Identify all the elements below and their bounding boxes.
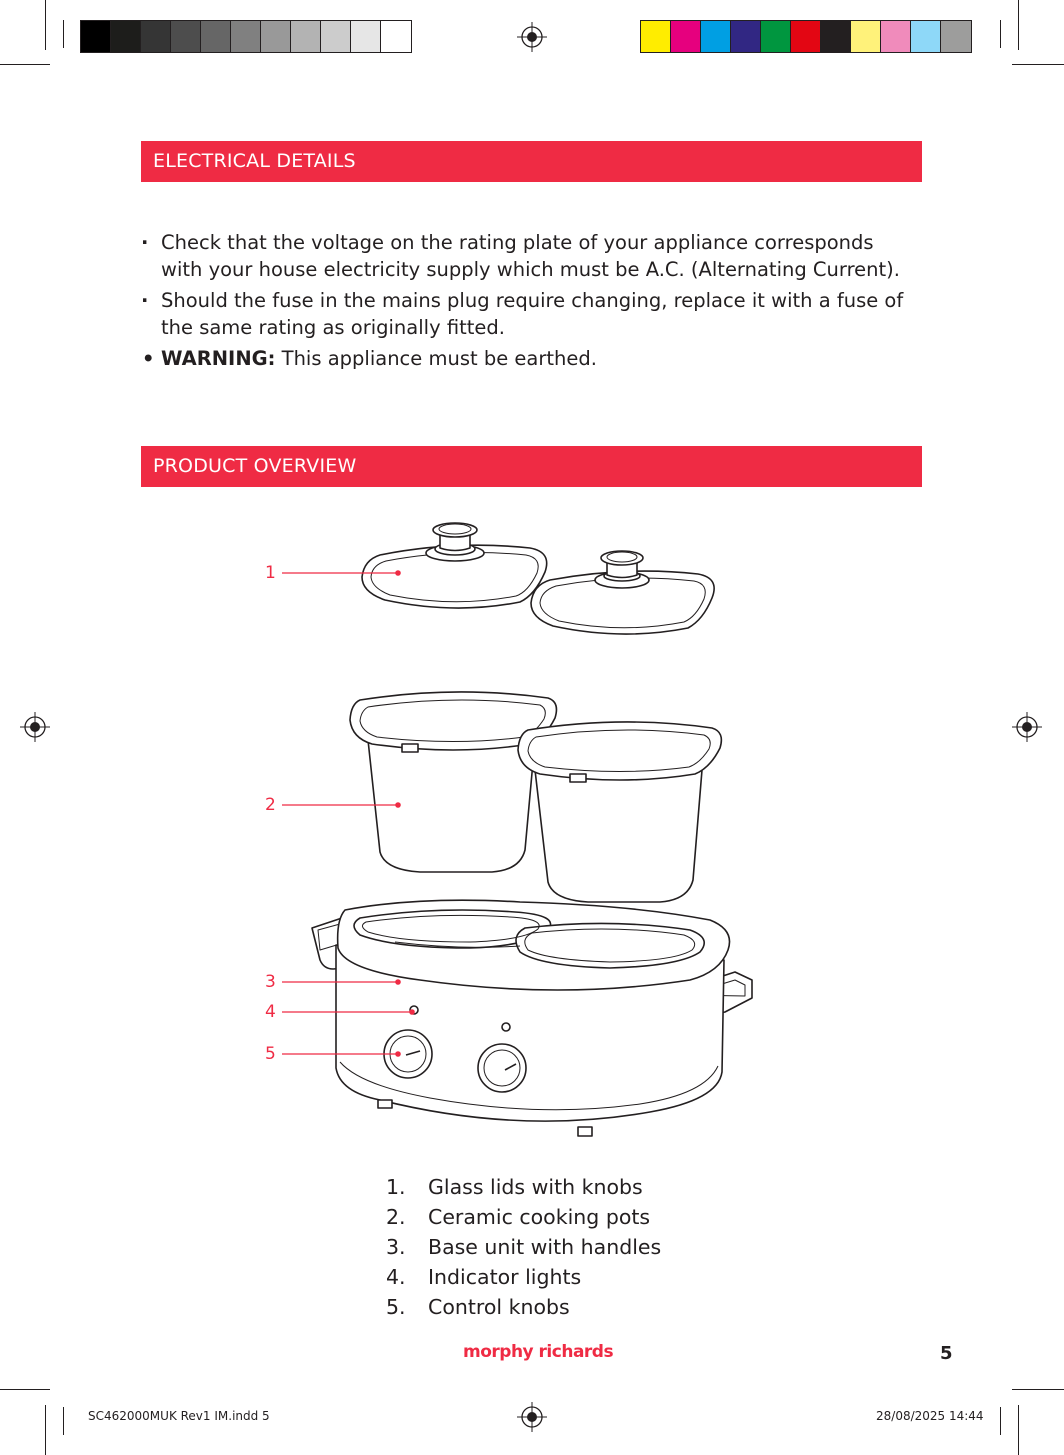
part-number: 3. bbox=[386, 1235, 406, 1259]
color-swatch bbox=[851, 21, 881, 52]
crop-mark bbox=[1000, 1407, 1001, 1435]
color-swatch bbox=[81, 21, 111, 52]
product-overview-heading: PRODUCT OVERVIEW bbox=[141, 446, 922, 487]
registration-mark-icon bbox=[517, 1402, 547, 1432]
part-label: Base unit with handles bbox=[428, 1235, 662, 1259]
part-number: 1. bbox=[386, 1175, 406, 1199]
crop-mark bbox=[1012, 64, 1064, 65]
part-number: 2. bbox=[386, 1205, 406, 1229]
brand-logo: morphy richards bbox=[463, 1342, 614, 1362]
page-number: 5 bbox=[940, 1343, 953, 1364]
color-swatch bbox=[321, 21, 351, 52]
part-label: Glass lids with knobs bbox=[428, 1175, 643, 1199]
color-swatch bbox=[941, 21, 971, 52]
crop-mark bbox=[0, 1389, 50, 1390]
base-unit bbox=[312, 900, 752, 1136]
color-swatch bbox=[791, 21, 821, 52]
process-color-bar bbox=[640, 20, 972, 53]
crop-mark bbox=[0, 64, 50, 65]
slug-timestamp: 28/08/2025 14:44 bbox=[876, 1409, 984, 1423]
crop-mark bbox=[45, 1405, 46, 1455]
list-item bbox=[386, 1232, 661, 1262]
color-swatch bbox=[351, 21, 381, 52]
callout-number: 1 bbox=[265, 563, 276, 583]
color-swatch bbox=[261, 21, 291, 52]
color-swatch bbox=[881, 21, 911, 52]
color-swatch bbox=[171, 21, 201, 52]
crop-mark bbox=[1000, 20, 1001, 48]
callout-number: 2 bbox=[265, 795, 276, 815]
part-number: 4. bbox=[386, 1265, 406, 1289]
color-swatch bbox=[911, 21, 941, 52]
color-swatch bbox=[141, 21, 171, 52]
part-label: Indicator lights bbox=[428, 1265, 582, 1289]
color-swatch bbox=[201, 21, 231, 52]
ceramic-pot-left bbox=[350, 692, 556, 872]
list-item bbox=[386, 1292, 661, 1322]
ceramic-pot-right bbox=[518, 722, 721, 902]
list-item: · Should the fuse in the mains plug require changing, replace it with a fuse of the same rating as originally fitted. bbox=[141, 287, 921, 341]
parts-list bbox=[386, 1172, 661, 1322]
list-item bbox=[386, 1202, 661, 1232]
part-label: Ceramic cooking pots bbox=[428, 1205, 651, 1229]
slow-cooker-illustration bbox=[0, 500, 1064, 1150]
color-swatch bbox=[821, 21, 851, 52]
slug-file-info: SC462000MUK Rev1 IM.indd 5 bbox=[88, 1409, 270, 1423]
crop-mark bbox=[45, 0, 46, 50]
warning-label: WARNING: bbox=[161, 347, 276, 370]
electrical-details-list bbox=[141, 229, 921, 376]
list-item bbox=[386, 1172, 661, 1202]
crop-mark bbox=[63, 1407, 64, 1435]
part-number: 5. bbox=[386, 1295, 406, 1319]
crop-mark bbox=[63, 20, 64, 48]
callout-number: 5 bbox=[265, 1044, 276, 1064]
crop-mark bbox=[1012, 1389, 1064, 1390]
color-swatch bbox=[671, 21, 701, 52]
warning-item bbox=[141, 345, 921, 372]
list-item: · Check that the voltage on the rating plate of your appliance corresponds with your house electricity supply which must be A.C. (Alternating Current). bbox=[141, 229, 921, 283]
color-swatch bbox=[291, 21, 321, 52]
color-swatch bbox=[701, 21, 731, 52]
color-swatch bbox=[231, 21, 261, 52]
color-swatch bbox=[111, 21, 141, 52]
grayscale-color-bar bbox=[80, 20, 412, 53]
crop-mark bbox=[1018, 1405, 1019, 1455]
color-swatch bbox=[761, 21, 791, 52]
crop-mark bbox=[1018, 0, 1019, 50]
glass-lid-right bbox=[531, 551, 714, 634]
color-swatch bbox=[381, 21, 411, 52]
part-label: Control knobs bbox=[428, 1295, 570, 1319]
color-swatch bbox=[731, 21, 761, 52]
callout-number: 3 bbox=[265, 972, 276, 992]
warning-text: This appliance must be earthed. bbox=[275, 347, 597, 370]
registration-mark-icon bbox=[517, 22, 547, 52]
callout-number: 4 bbox=[265, 1002, 276, 1022]
list-item bbox=[386, 1262, 661, 1292]
electrical-details-heading: ELECTRICAL DETAILS bbox=[141, 141, 922, 182]
color-swatch bbox=[641, 21, 671, 52]
glass-lid-left bbox=[362, 523, 547, 608]
